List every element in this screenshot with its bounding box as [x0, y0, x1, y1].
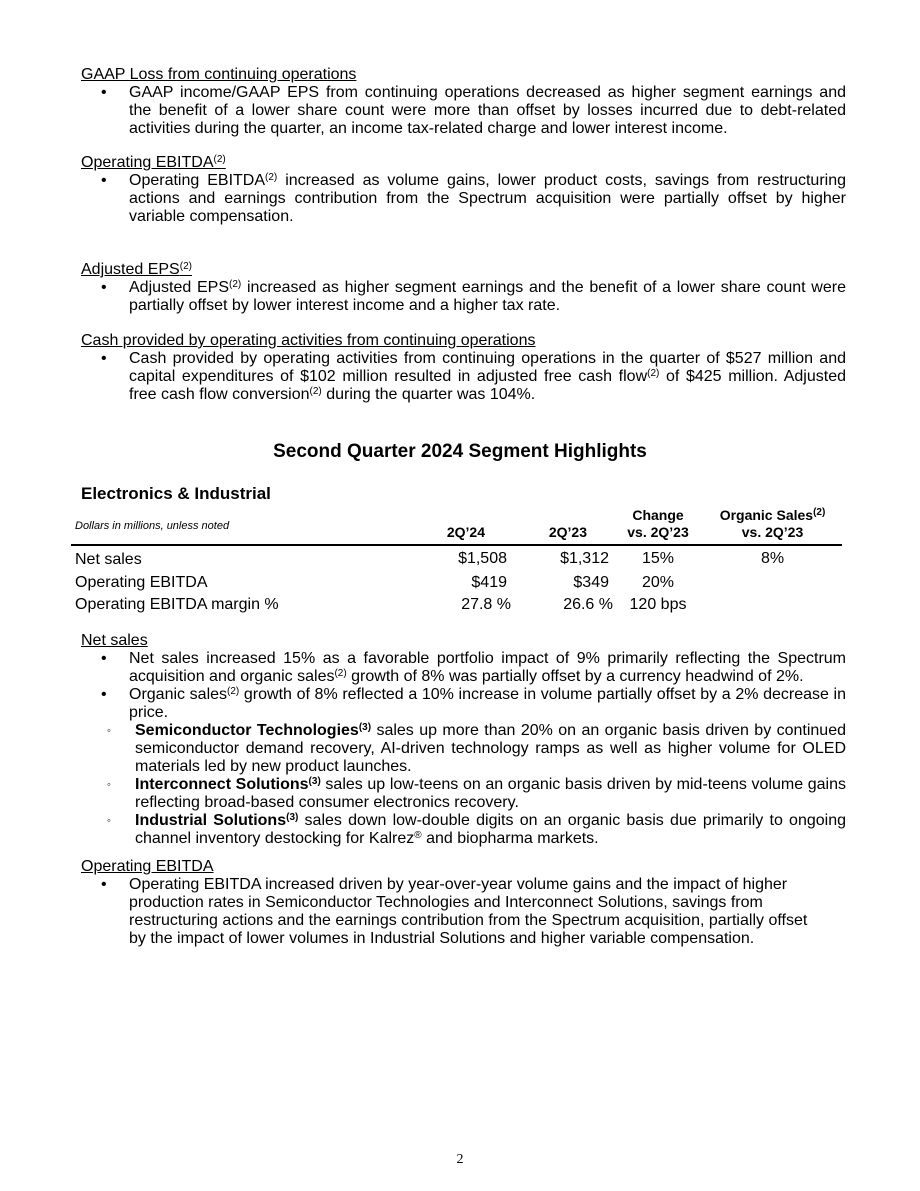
- bullet-icon: •: [101, 279, 107, 296]
- cell-change: 15%: [641, 549, 675, 567]
- list-item: [81, 650, 846, 686]
- cell-2q23: 26.6 %: [563, 596, 613, 614]
- bullet-line: by the impact of lower volumes in Industrial Solutions and higher variable compensation.: [129, 930, 755, 947]
- cash-bullets: [81, 350, 846, 404]
- sub-text: sales up low-teens on an organic basis driven by mid-teens volume gains reflecting broad-based consumer electronics recovery.: [135, 776, 847, 811]
- header-text: Organic Sales: [719, 507, 814, 523]
- ebitda-block: [81, 154, 846, 226]
- header-line: Change: [632, 507, 684, 523]
- footnote-ref: (2): [334, 668, 347, 679]
- adj-eps-header: [81, 261, 846, 279]
- sub-bullet-icon: ◦: [107, 815, 111, 827]
- ebitda-bullets: [81, 172, 846, 226]
- bullet-line: production rates in Semiconductor Technologies and Interconnect Solutions, savings from: [129, 894, 763, 911]
- col-header-organic: [703, 507, 842, 545]
- row-label: Net sales: [75, 551, 142, 569]
- bullet-icon: •: [101, 876, 107, 893]
- bullet-text: GAAP income/GAAP EPS from continuing operations decreased as higher segment earnings and the benefit of a lower share count were more than offset by losses incurred due to debt-related activities during the quarter, an income tax-related charge and lower interest income.: [129, 84, 846, 137]
- table-header-row: [71, 507, 842, 545]
- sub-bullet-icon: ◦: [107, 725, 111, 737]
- cell-2q24: 27.8 %: [461, 596, 511, 614]
- table-note: Dollars in millions, unless noted: [71, 507, 406, 545]
- ebitda-header: [81, 154, 846, 172]
- bullet-text: Net sales increased 15% as a favorable portfolio impact of 9% primarily reflecting the Spectrum acquisition and organic sales: [129, 650, 846, 685]
- bullet-text: growth of 8% was partially offset by a currency headwind of 2%.: [346, 668, 804, 685]
- table-row: [71, 572, 842, 595]
- cell-change: 20%: [641, 573, 675, 591]
- header-line: vs. 2Q’23: [741, 524, 804, 540]
- list-item: [81, 350, 846, 404]
- cell-2q24: $419: [471, 573, 507, 591]
- cash-block: [81, 332, 846, 404]
- col-header-2q24: 2Q’24: [406, 507, 511, 545]
- cell-2q23: $1,312: [560, 549, 609, 567]
- sub-bullets: [81, 722, 846, 848]
- section-title: Second Quarter 2024 Segment Highlights: [273, 441, 647, 462]
- bullet-icon: •: [101, 172, 107, 189]
- bullet-text: increased as volume gains, lower product costs, savings from restructuring actions and earnings contribution from the Spectrum acquisition were partially offset by higher variable compensation.: [129, 172, 847, 225]
- header-line: [703, 507, 842, 524]
- header-line: vs. 2Q’23: [627, 524, 689, 540]
- footnote-ref: (3): [358, 722, 372, 733]
- adj-eps-block: [81, 261, 846, 315]
- bullet-text: Cash provided by operating activities from continuing operations in the quarter of $527 million and capital expenditures of $102 million resulted in adjusted free cash flow: [129, 350, 846, 385]
- sub-list-item: [81, 812, 846, 848]
- header-text: Adjusted EPS: [81, 261, 180, 278]
- net-sales-block: [81, 632, 846, 848]
- net-sales-header: Net sales: [81, 632, 148, 649]
- footnote-ref: (2): [229, 279, 242, 290]
- sub-text: and biopharma markets.: [421, 830, 599, 847]
- row-label: Operating EBITDA: [75, 573, 208, 591]
- footnote-ref: (2): [647, 368, 660, 379]
- cell-2q23: $349: [573, 573, 609, 591]
- sub-text: sales down low-double digits on an organic basis due primarily to ongoing channel inventory destocking for Kalrez: [135, 812, 847, 847]
- segment-title: Electronics & Industrial: [81, 484, 271, 503]
- list-item: [81, 686, 846, 848]
- page-number: 2: [456, 1152, 464, 1167]
- bullet-icon: •: [101, 650, 107, 667]
- op-ebitda-header: Operating EBITDA: [81, 858, 214, 875]
- list-item: [81, 279, 846, 315]
- financial-table: [71, 507, 842, 617]
- row-label: Operating EBITDA margin %: [75, 596, 279, 614]
- sub-bold: Semiconductor Technologies: [135, 722, 359, 739]
- footnote-ref: (2): [813, 507, 826, 518]
- footnote-ref: (2): [265, 172, 278, 183]
- bullet-text: increased as higher segment earnings and the benefit of a lower share count were partially offset by lower interest income and a higher tax rate.: [129, 279, 846, 314]
- cell-change: 120 bps: [629, 596, 687, 614]
- registered-mark: ®: [414, 830, 422, 841]
- footnote-ref: (3): [286, 812, 299, 823]
- footnote-ref: (2): [179, 261, 192, 272]
- list-item: [81, 876, 846, 948]
- cash-header: Cash provided by operating activities from continuing operations: [81, 332, 536, 349]
- bullet-text: Organic sales: [129, 686, 228, 703]
- bullet-text: growth of 8% reflected a 10% increase in volume partially offset by a 2% decrease in price.: [129, 686, 846, 721]
- adj-eps-bullets: [81, 279, 846, 315]
- cell-2q24: $1,508: [458, 549, 507, 567]
- bullet-icon: •: [101, 686, 107, 703]
- sub-bold: Industrial Solutions: [135, 812, 287, 829]
- bullet-text: Operating EBITDA: [129, 172, 266, 189]
- gaap-header: GAAP Loss from continuing operations: [81, 66, 357, 83]
- bullet-line: Operating EBITDA increased driven by year-over-year volume gains and the impact of higher: [129, 876, 788, 893]
- footnote-ref: (3): [308, 776, 321, 787]
- sub-bullet-icon: ◦: [107, 779, 111, 791]
- cell-organic: [703, 572, 842, 595]
- list-item: [81, 172, 846, 226]
- sub-text: sales up more than 20% on an organic basis driven by continued semiconductor demand recovery, AI-driven technology ramps as well as higher volume for OLED materials led by new product launches.: [135, 722, 846, 775]
- gaap-block: [81, 66, 846, 138]
- sub-list-item: [81, 722, 846, 776]
- table-row: [71, 594, 842, 617]
- bullet-icon: •: [101, 350, 107, 367]
- cell-organic: [703, 594, 842, 617]
- bullet-line: restructuring actions and the earnings contribution from the Spectrum acquisition, partially offset: [129, 912, 808, 929]
- col-header-change: [613, 507, 703, 545]
- bullet-text: during the quarter was 104%.: [321, 386, 536, 403]
- bullet-text: of $425 million. Adjusted free cash flow conversion: [129, 368, 847, 403]
- bullet-text: Adjusted EPS: [129, 279, 229, 296]
- sub-list-item: [81, 776, 846, 812]
- net-sales-bullets: [81, 650, 846, 848]
- gaap-bullets: [81, 84, 846, 138]
- op-ebitda-block: [81, 858, 846, 948]
- bullet-icon: •: [101, 84, 107, 101]
- list-item: [81, 84, 846, 138]
- table-row: [71, 545, 842, 572]
- footnote-ref: (2): [309, 386, 322, 397]
- footnote-ref: (2): [227, 686, 240, 697]
- sub-bold: Interconnect Solutions: [135, 776, 309, 793]
- op-ebitda-bullets: [81, 876, 846, 948]
- header-text: Operating EBITDA: [81, 154, 214, 171]
- cell-organic: 8%: [760, 549, 785, 567]
- col-header-2q23: 2Q’23: [511, 507, 613, 545]
- footnote-ref: (2): [213, 154, 226, 165]
